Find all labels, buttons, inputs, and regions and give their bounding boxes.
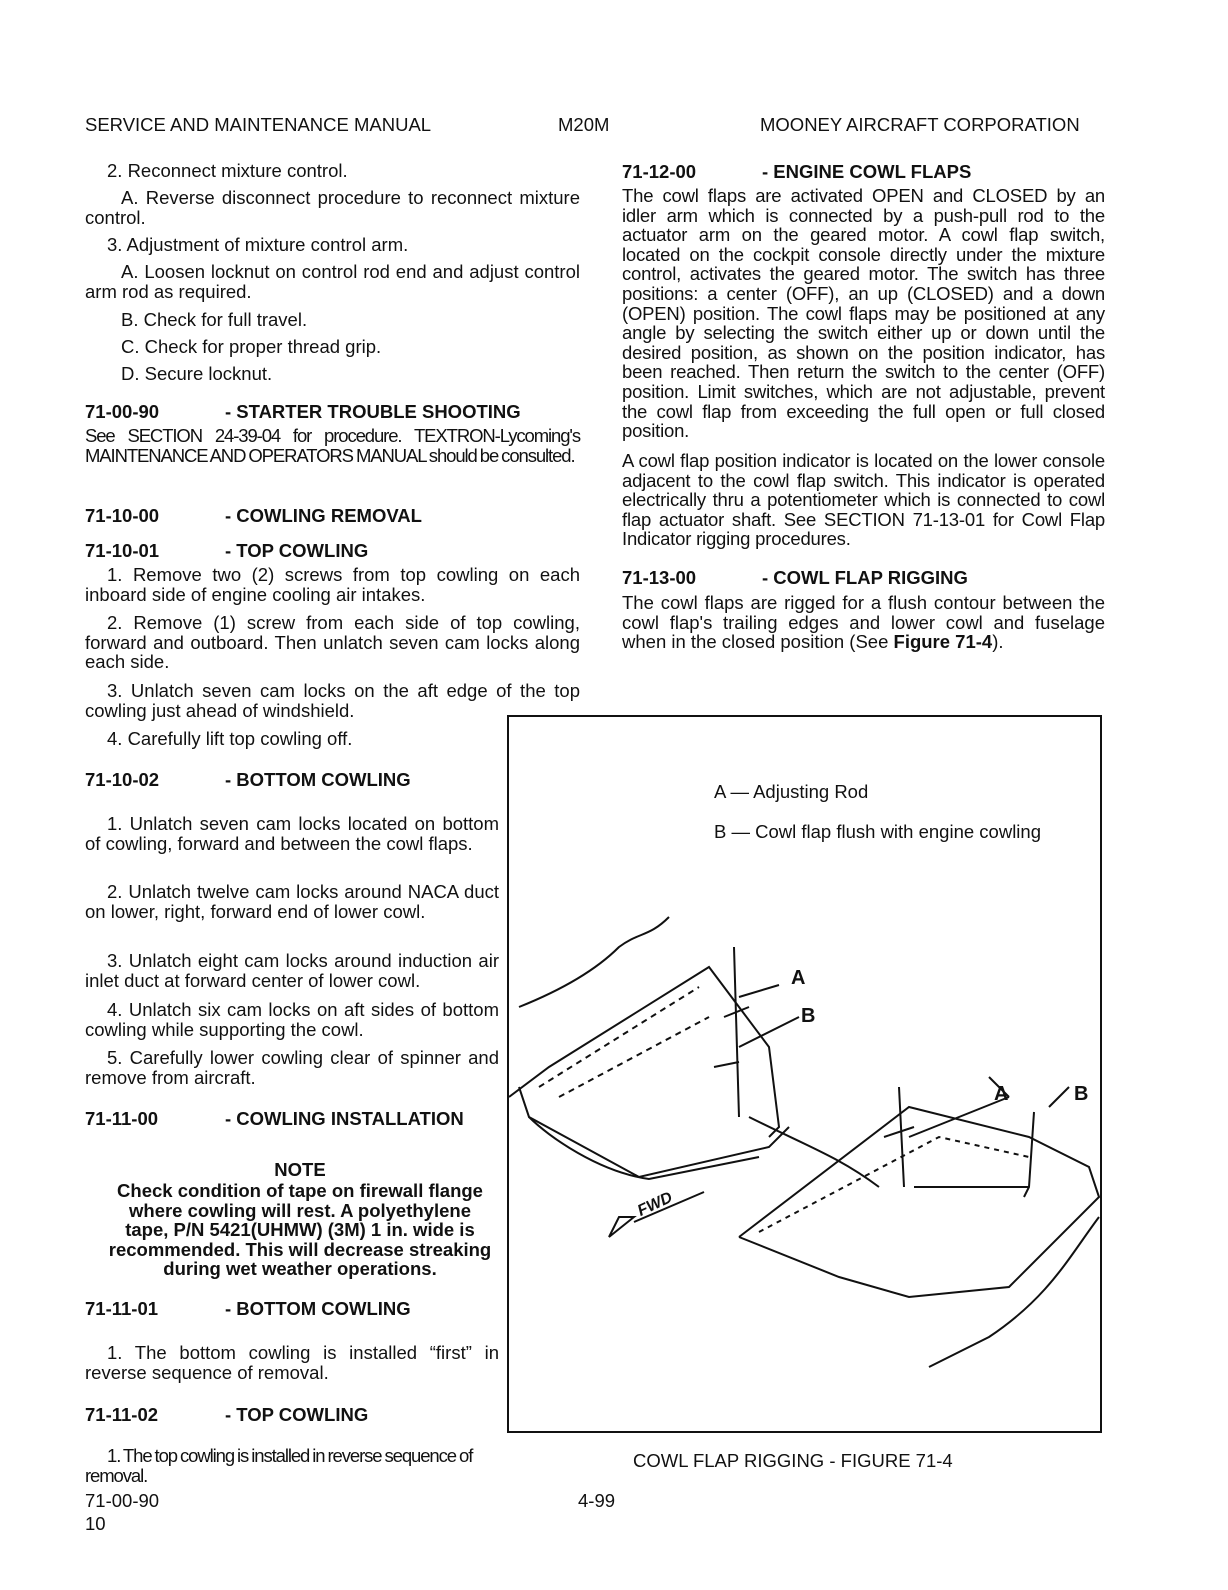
header-right: MOONEY AIRCRAFT CORPORATION	[760, 114, 1080, 135]
section-heading: 71-13-00 - COWL FLAP RIGGING	[622, 567, 968, 588]
section-heading: 71-10-02 - BOTTOM COWLING	[85, 769, 411, 790]
step: 1. Unlatch seven cam locks located on bottom of cowling, forward and between the cowl flaps.	[85, 813, 499, 854]
paragraph: The cowl flaps are activated OPEN and CLOSED by an idler arm which is connected by a push-pull rod to the actuator arm on the geared motor. A cowl flap switch, located on the cockpit console directly under the mixture control, activates the geared motor. The switch has three positions: a center (OFF), an up (CLOSED) and a down (OPEN) position. The cowl flaps may be positioned at any angle by selecting the switch either up or down until the desired position, as shown on the position indicator, has been reached. Then return the switch to the center (OFF) position. Limit switches, which are not adjustable, prevent the cowl flap from exceeding the full open or full closed position.	[622, 185, 1105, 442]
step: C. Check for proper thread grip.	[121, 336, 382, 357]
paragraph: See SECTION 24-39-04 for procedure. TEXTRON-Lycoming's MAINTENANCE AND OPERATORS MANUAL should be consulted.	[85, 425, 580, 466]
section-heading: 71-00-90 - STARTER TROUBLE SHOOTING	[85, 401, 521, 422]
step: 1. The bottom cowling is installed “first” in reverse sequence of removal.	[85, 1342, 499, 1383]
step: 2. Reconnect mixture control.	[107, 160, 348, 181]
step: A. Reverse disconnect procedure to reconnect mixture control.	[85, 187, 580, 228]
step: 1. The top cowling is installed in reverse sequence of removal.	[85, 1445, 473, 1486]
step: 3. Unlatch eight cam locks around induction air inlet duct at forward center of lower cowl.	[85, 950, 499, 991]
label-a: A	[791, 967, 806, 989]
label-b: B	[801, 1005, 816, 1027]
cowl-flap-drawing	[509, 717, 1104, 1435]
step: 1. Remove two (2) screws from top cowling on each inboard side of engine cooling air intakes.	[85, 564, 580, 605]
section-heading: 71-12-00 - ENGINE COWL FLAPS	[622, 161, 972, 182]
header-center: M20M	[558, 114, 610, 135]
note-title: NOTE	[274, 1159, 326, 1180]
footer-revision: 10	[85, 1513, 106, 1534]
section-heading: 71-11-02 - TOP COWLING	[85, 1404, 369, 1425]
legend-a: A — Adjusting Rod	[714, 781, 869, 802]
step: 4. Carefully lift top cowling off.	[107, 728, 353, 749]
figure-box	[507, 715, 1102, 1433]
step: 4. Unlatch six cam locks on aft sides of bottom cowling while supporting the cowl.	[85, 999, 499, 1040]
note-text: Check condition of tape on firewall flange where cowling will rest. A polyethylene tape, P/N 5421(UHMW) (3M) 1 in. wide is recommended. This will decrease streaking during wet weather operations.	[108, 1180, 492, 1280]
label-b: B	[1074, 1083, 1089, 1105]
figure-reference[interactable]: Figure 71-4	[893, 631, 993, 653]
page-number: 4-99	[578, 1490, 616, 1511]
step: 3. Adjustment of mixture control arm.	[107, 234, 409, 255]
label-a: A	[994, 1083, 1009, 1105]
legend-b: B — Cowl flap flush with engine cowling	[714, 821, 1041, 842]
fwd-arrow-label: FWD	[634, 1189, 676, 1220]
figure-caption: COWL FLAP RIGGING - FIGURE 71-4	[633, 1450, 953, 1471]
step: 3. Unlatch seven cam locks on the aft edge of the top cowling just ahead of windshield.	[85, 680, 580, 721]
paragraph: A cowl flap position indicator is located on the lower console adjacent to the cowl flap switch. This indicator is operated electrically thru a potentiometer which is connected to cowl flap actuator shaft. See SECTION 71-13-01 for Cowl Flap Indicator rigging procedures.	[622, 450, 1105, 550]
paragraph: The cowl flaps are rigged for a flush contour between the cowl flap's trailing edges and lower cowl and fuselage when in the closed position (See Figure 71-4).	[622, 592, 1105, 653]
step: 2. Remove (1) screw from each side of top cowling, forward and outboard. Then unlatch seven cam locks along each side.	[85, 612, 580, 673]
step: B. Check for full travel.	[121, 309, 308, 330]
header-left: SERVICE AND MAINTENANCE MANUAL	[85, 114, 432, 135]
section-heading: 71-11-01 - BOTTOM COWLING	[85, 1298, 411, 1319]
footer-section: 71-00-90	[85, 1490, 160, 1511]
step: D. Secure locknut.	[121, 363, 273, 384]
step: A. Loosen locknut on control rod end and adjust control arm rod as required.	[85, 261, 580, 302]
step: 2. Unlatch twelve cam locks around NACA duct on lower, right, forward end of lower cowl.	[85, 881, 499, 922]
section-heading: 71-10-00 - COWLING REMOVAL	[85, 505, 422, 526]
section-heading: 71-10-01 - TOP COWLING	[85, 540, 369, 561]
step: 5. Carefully lower cowling clear of spinner and remove from aircraft.	[85, 1047, 499, 1088]
section-heading: 71-11-00 - COWLING INSTALLATION	[85, 1108, 464, 1129]
